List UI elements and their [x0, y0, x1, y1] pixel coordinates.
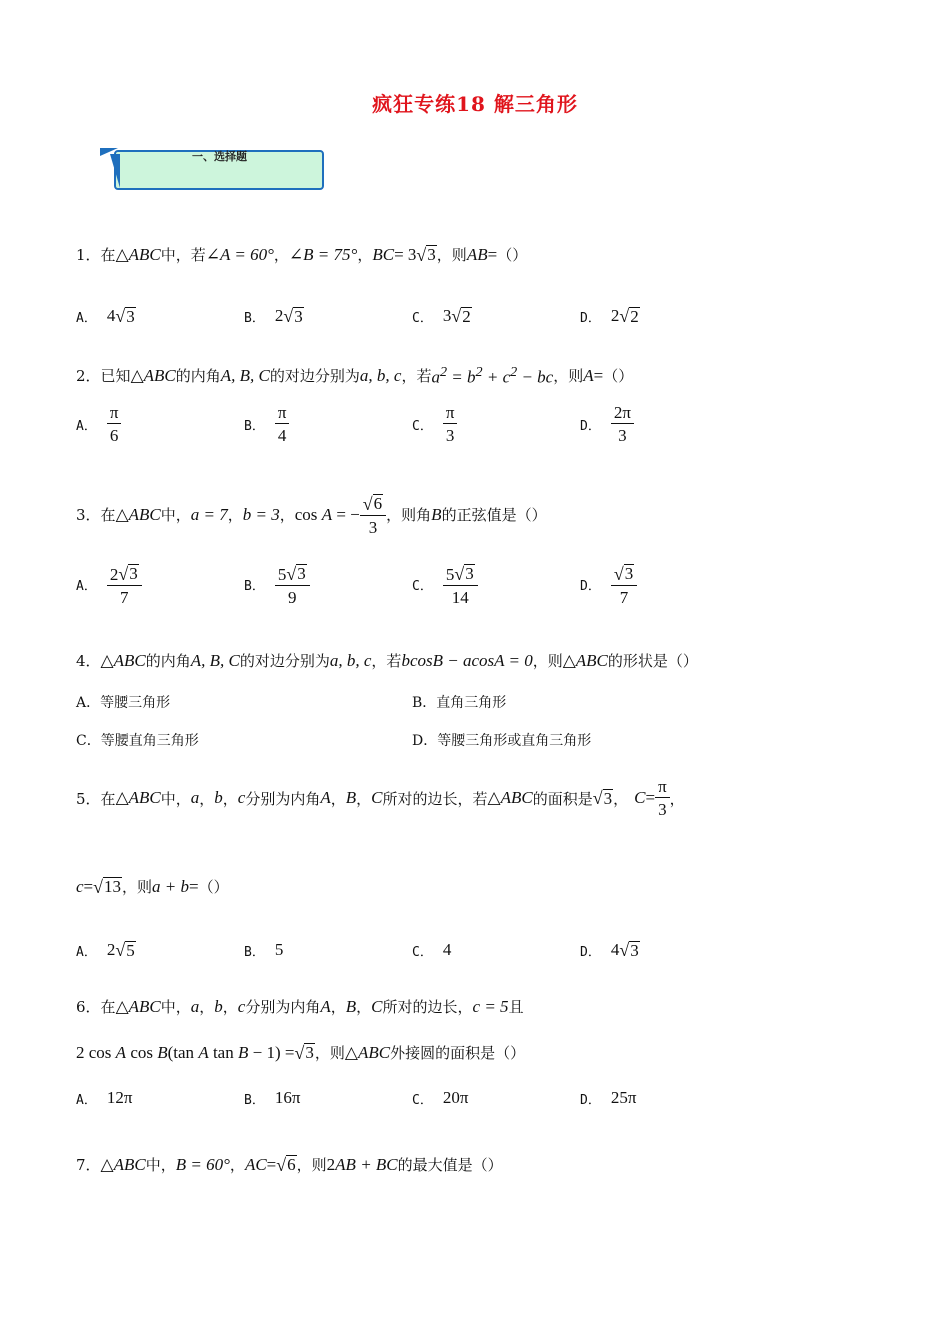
question-7: 7． △ABC 中， B = 60° ， AC = √ 6 ，则 2 AB + BC 的最大值是（）: [76, 1154, 503, 1175]
q5-option-a[interactable]: A． 2 √ 5: [76, 940, 135, 961]
q1-text: 在: [100, 246, 116, 264]
q2-option-c[interactable]: C． $\frac{\pi}{3}$: [412, 404, 457, 444]
question-3: 3． 在 △ABC 中， a = 7 ， b = 3 ， cos A = − √ 6 3 ，则角 B 的正弦值是（）: [76, 493, 547, 537]
question-4: 4． △ABC 的内角 A, B, C 的对边分别为 a, b, c ，若 bcosB − acosA = 0 ，则 △ABC 的形状是（）: [76, 650, 698, 670]
q2-option-a[interactable]: A． $\frac{\pi}{6}$: [76, 404, 121, 444]
q6-option-a[interactable]: A． 12π: [76, 1088, 133, 1108]
q2-number: 2．: [76, 367, 101, 386]
q1-option-b[interactable]: B． 2 √ 3: [244, 306, 303, 327]
q4-number: 4．: [76, 652, 101, 670]
q1-option-d[interactable]: D． 2 √ 2: [580, 306, 639, 327]
q4-option-a[interactable]: A．等腰三角形: [76, 695, 171, 711]
section-heading: 一、选择题: [192, 150, 247, 163]
q3-number: 3．: [76, 506, 101, 525]
q6-number: 6．: [76, 998, 101, 1016]
q5-number: 5．: [76, 789, 101, 808]
section-banner: [100, 148, 324, 192]
q3-option-b[interactable]: B． 5 √ 3 9: [244, 564, 310, 606]
q3-option-c[interactable]: C． 5 √ 3 14: [412, 564, 478, 606]
q5-option-d[interactable]: D． 4 √ 3: [580, 940, 639, 961]
question-5: 5． 在 △ABC 中， a ， b ， c 分别为内角 A ， B ， C 所对的边长，若 △ABC 的面积是 √ 3 ， C = $\frac{\pi}{3}$ ，: [76, 777, 685, 819]
q5-option-b[interactable]: B． 5: [244, 940, 284, 960]
question-5-cont: c = √ 13 ，则 a + b = （）: [76, 876, 229, 897]
question-1: 1． 在 △ABC 中，若 ∠A = 60° ， ∠B = 75° ， BC = 3 √ 3 ，则 AB = （）: [76, 244, 528, 265]
question-2: 2． 已知 △ABC 的内角 A, B, C 的对边分别为 a, b, c ，若 $a^2 = b^2 + c^2$ − bc ，则 A = （）: [76, 364, 634, 387]
q3-option-d[interactable]: D． √ 3 7: [580, 564, 637, 606]
q6-option-b[interactable]: B． 16π: [244, 1088, 301, 1108]
q1-option-c[interactable]: C． 3 √ 2: [412, 306, 471, 327]
q1-math: △ABC: [115, 244, 161, 264]
q5-option-c[interactable]: C． 4: [412, 940, 452, 960]
q6-option-c[interactable]: C． 20π: [412, 1088, 469, 1108]
q3-option-a[interactable]: A． 2 √ 3 7: [76, 564, 142, 606]
q4-option-c[interactable]: C．等腰直角三角形: [76, 733, 199, 749]
q4-option-b[interactable]: B．直角三角形: [412, 695, 507, 711]
q2-option-b[interactable]: B． $\frac{\pi}{4}$: [244, 404, 289, 444]
q2-option-d[interactable]: D． $\frac{2\pi}{3}$: [580, 404, 634, 444]
q7-number: 7．: [76, 1156, 101, 1174]
page-title: 疯狂专练18 解三角形: [372, 92, 578, 116]
q6-option-d[interactable]: D． 25π: [580, 1088, 637, 1108]
question-6-cont: 2 cos A cos B(tan A tan B − 1) = √ 3 ，则 △ABC 外接圆的面积是（）: [76, 1042, 526, 1063]
q1-option-a[interactable]: A． 4 √ 3: [76, 306, 135, 327]
q1-number: 1．: [76, 246, 101, 264]
q4-option-d[interactable]: D．等腰三角形或直角三角形: [412, 733, 592, 749]
question-6: 6． 在 △ABC 中， a ， b ， c 分别为内角 A ， B ， C 所对的边长， c = 5 且: [76, 996, 524, 1016]
